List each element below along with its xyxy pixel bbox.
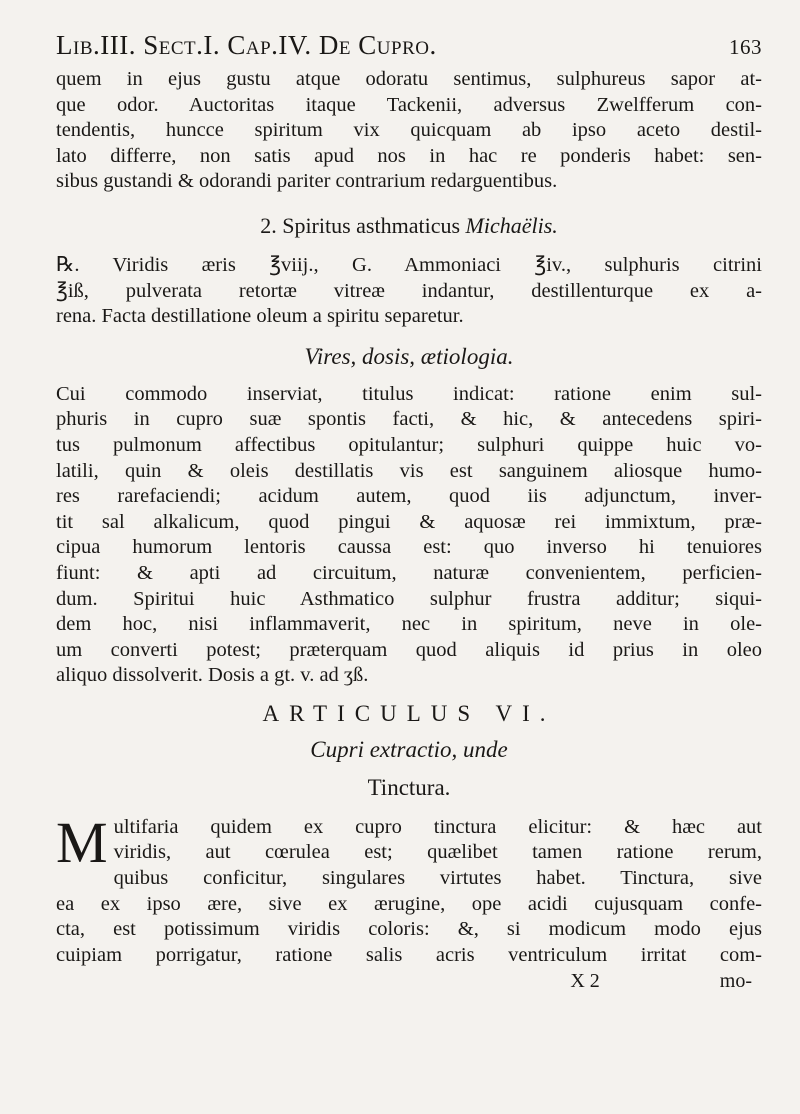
- vires-paragraph: [56, 382, 762, 689]
- text-line: ℥iß, pulverata retortæ vitreæ indantur, destillenturque ex a-: [56, 279, 762, 302]
- text-line: quibus conficitur, singulares virtutes habet. Tinctura, sive: [113, 867, 762, 890]
- article-subtitle-tinctura: Tinctura.: [367, 774, 451, 800]
- article-subtitle: Cupri extractio, unde: [310, 736, 508, 762]
- text-line: cta, est potissimum viridis coloris: &, si modicum modo ejus: [56, 918, 762, 941]
- article-title: ARTICULUS VI.: [262, 700, 556, 726]
- catchline: [56, 970, 762, 993]
- opening-paragraph: [56, 67, 762, 195]
- running-head-title: Lib.III. Sect.I. Cap.IV. De Cupro.: [56, 30, 437, 60]
- text-line: quem in ejus gustu atque odoratu sentimus, sulphureus sapor at-: [56, 68, 762, 90]
- text-line: um converti potest; præterquam quod aliquis id prius in oleo: [56, 638, 762, 661]
- text-line: fiunt: & apti ad circuitum, naturæ convenientem, perficien-: [56, 561, 762, 584]
- running-head: [56, 30, 762, 61]
- spiritus-heading-name: Michaëlis.: [465, 212, 558, 238]
- text-line: ultifaria quidem ex cupro tinctura elicitur: & hæc aut: [113, 815, 762, 838]
- spiritus-heading-prefix: 2. Spiritus asthmaticus: [260, 212, 461, 238]
- page-number: 163: [729, 35, 762, 59]
- text-line: latili, quin & oleis destillatis vis est sanguinem aliosque humo-: [56, 459, 762, 482]
- spiritus-heading: [56, 213, 762, 239]
- text-line: dem hoc, nisi inflammaverit, nec in spiritum, neve in ole-: [56, 613, 762, 636]
- text-line: dum. Spiritui huic Asthmatico sulphur frustra additur; siqui-: [56, 587, 762, 610]
- text-line: rena. Facta destillatione oleum a spiritu separetur.: [56, 305, 464, 328]
- vires-heading: Vires, dosis, ætiologia.: [304, 343, 514, 369]
- text-line: sibus gustandi & odorandi pariter contrarium redarguentibus.: [56, 170, 558, 193]
- text-line: res rarefaciendi; acidum autem, quod iis adjunctum, inver-: [56, 485, 762, 508]
- catchword: mo-: [719, 970, 752, 993]
- text-line: Cui commodo inserviat, titulus indicat: ratione enim sul-: [56, 382, 762, 405]
- tinctura-paragraph: [56, 809, 762, 969]
- text-line: que odor. Auctoritas itaque Tackenii, adversus Zwelfferum con-: [56, 93, 762, 116]
- text-line: ℞. Viridis æris ℥viij., G. Ammoniaci ℥iv., sulphuris citrini: [56, 253, 762, 276]
- text-line: aliquo dissolverit. Dosis a gt. v. ad ʒß.: [56, 664, 369, 687]
- text-line: tus pulmonum affectibus opitulantur; sulphuri quippe huic vo-: [56, 433, 762, 456]
- drop-cap: M: [56, 809, 108, 875]
- text-line: cuipiam porrigatur, ratione salis acris ventriculum irritat com-: [56, 943, 762, 966]
- tinctura-paragraph-text: [56, 809, 762, 969]
- text-line: viridis, aut cœrulea est; quælibet tamen ratione rerum,: [113, 841, 762, 864]
- text-line: tendentis, huncce spiritum vix quicquam ab ipso aceto destil-: [56, 119, 762, 142]
- signature-mark: X 2: [570, 970, 600, 993]
- text-line: ea ex ipso ære, sive ex ærugine, ope acidi cujusquam confe-: [56, 892, 762, 915]
- text-line: lato differre, non satis apud nos in hac re ponderis habet: sen-: [56, 144, 762, 167]
- text-line: cipua humorum lentoris caussa est: quo inverso hi tenuiores: [56, 536, 762, 559]
- recipe-paragraph: [56, 253, 762, 330]
- text-line: tit sal alkalicum, quod pingui & aquosæ rei immixtum, præ-: [56, 510, 762, 533]
- text-line: phuris in cupro suæ spontis facti, & hic, & antecedens spiri-: [56, 408, 762, 431]
